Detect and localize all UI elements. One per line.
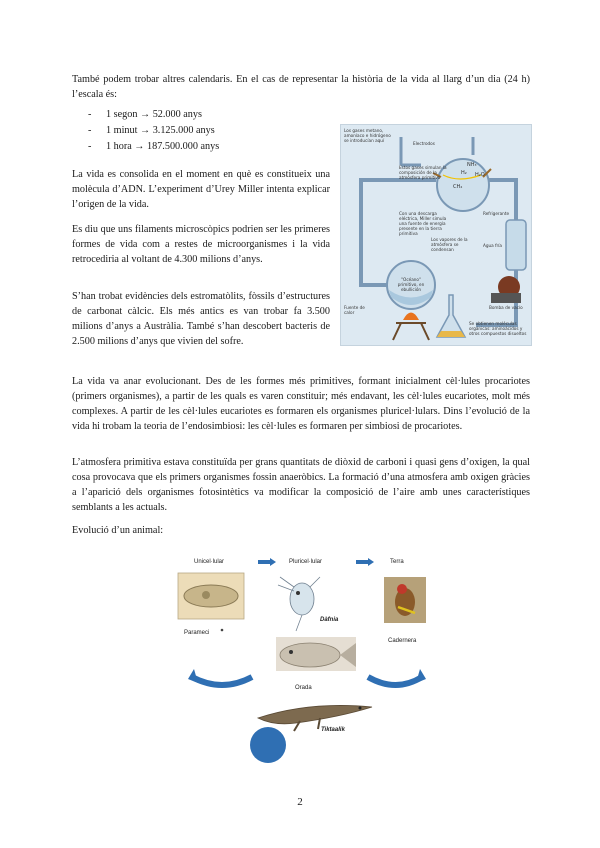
label-orada: Orada: [295, 685, 312, 691]
formula-h2o: H₂O: [475, 172, 485, 178]
arrow-right-icon: [356, 558, 374, 566]
formula-ch4: CH₄: [453, 184, 463, 190]
caption-bomba: Bomba de vacío: [489, 305, 523, 310]
tiktaalik-image: [258, 705, 372, 731]
caption-refrigerante: Refrigerante: [483, 211, 510, 216]
evolucio-paragraph: La vida va anar evolucionant. Des de les formes més primitives, formant inicialment cèl·lules procariotes (primers organismes), a partir de les quals es varen constituir; més endavant, les cèl·lules eucariotes, molt més complexes. A partir de les cèl·lules eucariotes es formaren els organismes pluricel·lulars. Dins l’evolució de la vida hi trobam la teoria de l’endosimbiosi: les cèl·lules es formaren per simbiosi de procariotes.: [72, 376, 530, 432]
caption-oceano: "Océano" primitivo, en ebullición: [397, 277, 425, 292]
caption-moleculas: Se obtienen moléculas orgánicas: aminoácidos y otros compuestos disueltos: [469, 321, 527, 336]
list-item: - 1 segon → 52.000 anys: [88, 107, 219, 123]
estromatolits-paragraph: S’han trobat evidències dels estromatòlits, fòssils d’estructures de carbonat càlcic. Els més antics es van trobar fa 3.500 milions d’anys a Austràlia. També s’han descobert bacteris de 2.500 milions d’anys que vivien del sofre.: [72, 291, 330, 347]
label-parameci: Parameci: [184, 630, 210, 636]
filaments-paragraph: Es diu que uns filaments microscòpics podrien ser les primeres formes de vida com a restes de microorganismes i la vida retrocediria al voltant de 4.300 milions d’anys.: [72, 224, 330, 265]
blue-circle-icon: [250, 727, 286, 763]
caption-descarga: Con una descarga eléctrica, Miller simula una fuente de energía presente en la tierra primitiva: [399, 211, 447, 236]
header-unicellular: Unicel·lular: [194, 559, 225, 565]
formula-nh3: NH₃: [467, 162, 477, 168]
evolucio-heading: Evolució d’un animal:: [72, 525, 164, 536]
caption-electrodos: Electrodos: [413, 141, 435, 146]
goldfinch-image: [384, 577, 426, 623]
caption-simulan: Estos gases simulan la composición de la atmósfera primitiva: [399, 165, 447, 180]
curved-arrow-left-icon: [188, 669, 252, 685]
caption-agua-fria: Agua fría: [483, 243, 502, 248]
curved-arrow-right-icon: [368, 669, 426, 685]
formula-h2: H₂: [461, 170, 467, 176]
caption-vapores: Los vapores de la atmósfera se condensan: [431, 237, 468, 252]
intro-paragraph: També podem trobar altres calendaris. En el cas de representar la història de la vida al llarg d’un dia (24 h) l’escala és:: [72, 74, 530, 100]
caption-gases: Los gases metano, amoníaco e hidrógeno se introducían aquí: [344, 128, 391, 143]
label-cadernera: Cadernera: [388, 638, 417, 644]
list-item: - 1 minut → 3.125.000 anys: [88, 123, 219, 139]
caption-fuente: Fuente de calor: [344, 305, 365, 315]
daphnia-image: [278, 577, 320, 631]
scale-list: [88, 107, 219, 155]
adn-paragraph: La vida es consolida en el moment en què es constitueix una molècula d’ADN. L’experiment d’Urey Miller intenta explicar l’origen de la vida.: [72, 169, 330, 210]
miller-experiment-figure: [340, 124, 532, 346]
header-terra: Terra: [390, 559, 404, 565]
list-item: - 1 hora → 187.500.000 anys: [88, 139, 219, 155]
orada-fish-image: [276, 637, 356, 671]
arrow-right-icon: [258, 558, 276, 566]
page-number: 2: [297, 796, 303, 808]
evolution-illustration: [170, 555, 430, 765]
paramecium-image: [178, 573, 244, 619]
label-dafnia: Dàfnia: [320, 617, 339, 623]
label-tiktaalik: Tiktaalik: [321, 727, 345, 733]
atmosfera-paragraph: L’atmosfera primitiva estava constituïda per grans quantitats de diòxid de carboni i quasi gens d’oxigen, la qual cosa provocava que els primers organismes fossin anaeròbics. La formació d’una atmosfera amb oxigen gràcies a l’aparició dels organismes fotosintètics va modificar la composició de l’aire amb unes característiques semblants a les actuals.: [72, 457, 530, 513]
header-pluricellular: Pluricel·lular: [289, 559, 323, 565]
